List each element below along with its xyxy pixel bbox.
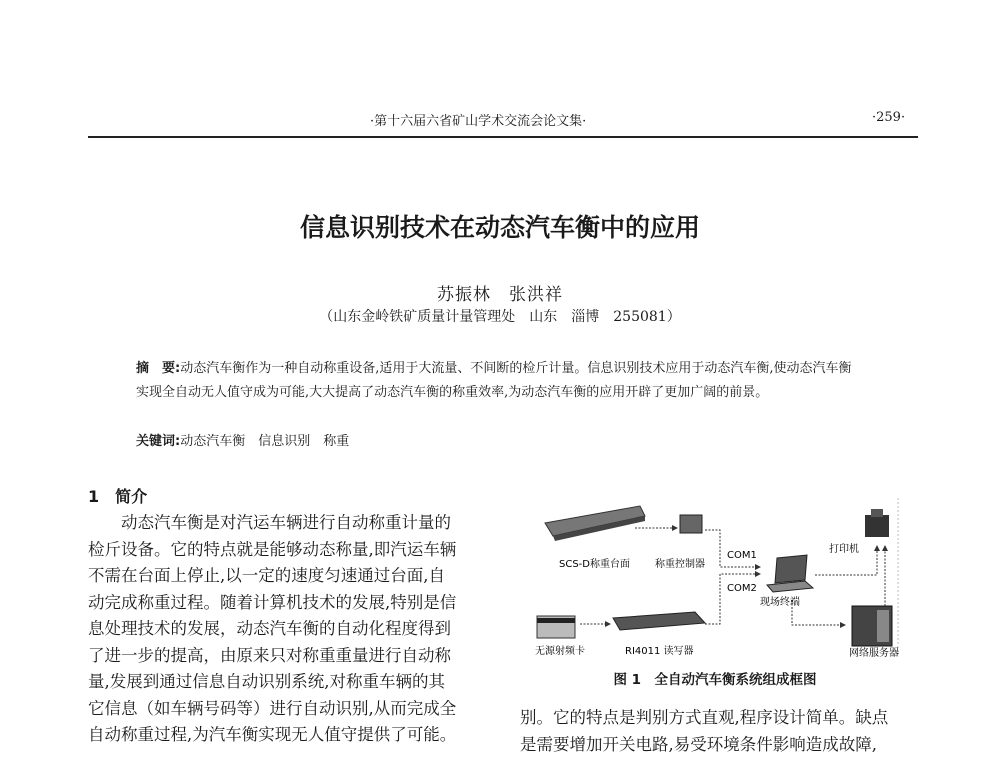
text-line: 检斤设备。它的特点就是能够动态称量,即汽运车辆 — [88, 539, 457, 559]
text-line: 量,发展到通过信息自动识别系统,对称重车辆的其 — [88, 672, 445, 691]
text-line: 动完成称重过程。随着计算机技术的发展,特别是信 — [88, 592, 457, 612]
label-terminal: 现场终端 — [760, 597, 800, 608]
text-line: 了进一步的提高，由原来只对称重重量进行自动称 — [88, 645, 451, 665]
connection-arrows — [580, 528, 885, 625]
left-column-text — [88, 510, 493, 749]
label-card: 无源射频卡 — [535, 646, 585, 657]
right-column-text — [520, 705, 920, 758]
text-line: 别。它的特点是判别方式直观,程序设计简单。缺点 — [520, 708, 889, 727]
text-line: 动态汽车衡是对汽运车辆进行自动称重计量的 — [88, 513, 451, 532]
running-header: ·第十六届六省矿山学术交流会论文集· — [370, 114, 587, 129]
figure-caption: 图 1 全自动汽车衡系统组成框图 — [613, 672, 817, 688]
text-line: 是需要增加开关电路,易受环境条件影响造成故障, — [520, 734, 877, 754]
label-controller: 称重控制器 — [655, 559, 705, 570]
card-image — [537, 616, 575, 638]
text-line: 息处理技术的发展，动态汽车衡的自动化程度得到 — [88, 619, 451, 638]
authors: 苏振林 张洪祥 — [437, 285, 563, 305]
label-reader: RI4011 读写器 — [625, 646, 694, 657]
text-line: 不需在台面上停止,以一定的速度匀速通过台面,自 — [88, 566, 445, 585]
header-rule — [88, 136, 918, 138]
abstract-text: 动态汽车衡作为一种自动称重设备,适用于大流量、不间断的检斤计量。信息识别技术应用于动态汽车衡,使动态汽车衡实现全自动无人值守成为可能,大大提高了动态汽车衡的称重效率,为动态汽车衡的应用开辟了更加广阔的前景。 — [136, 361, 852, 400]
label-platform: SCS-D称重台面 — [559, 559, 630, 570]
printer-image — [865, 509, 889, 537]
reader-image — [613, 612, 705, 630]
server-image — [852, 606, 892, 646]
abstract-label: 摘 要: — [136, 361, 181, 376]
keywords — [136, 430, 349, 449]
controller-image — [680, 515, 702, 533]
text-line: 它信息（如车辆号码等）进行自动识别,从而完成全 — [88, 698, 457, 718]
laptop-image — [767, 555, 813, 592]
system-diagram — [515, 488, 925, 658]
text-line: 自动称重过程,为汽车衡实现无人值守提供了可能。 — [88, 725, 457, 744]
keywords-label: 关键词: — [136, 434, 181, 449]
page-number: ·259· — [872, 110, 906, 125]
abstract — [136, 357, 861, 405]
label-com2: COM2 — [727, 583, 757, 594]
section-heading: 1 简介 — [88, 487, 148, 506]
paper-title: 信息识别技术在动态汽车衡中的应用 — [299, 213, 700, 242]
affiliation: （山东金岭铁矿质量计量管理处 山东 淄博 255081） — [319, 309, 681, 325]
label-com1: COM1 — [727, 550, 757, 561]
keywords-text: 动态汽车衡 信息识别 称重 — [180, 434, 350, 449]
label-server: 网络服务器 — [849, 648, 899, 658]
label-printer: 打印机 — [829, 544, 859, 555]
scale-platform-image — [545, 506, 645, 541]
